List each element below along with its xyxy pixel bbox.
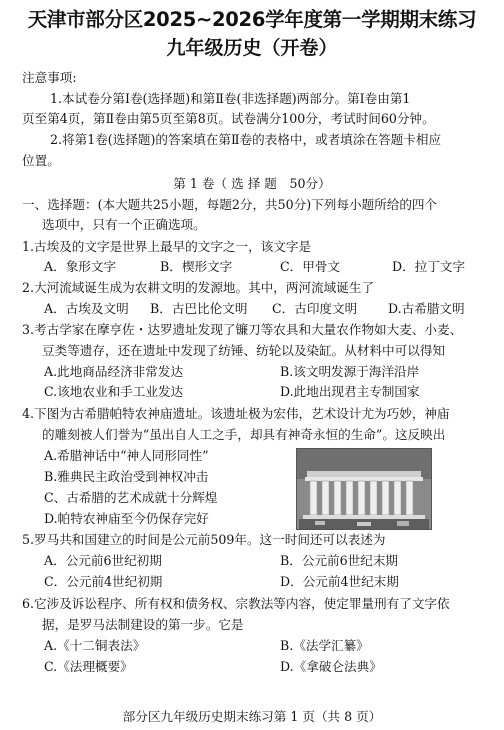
question-5-option-c: C．公元前4世纪初期 — [44, 574, 163, 589]
section-heading: 第 1 卷（ 选 择 题 50分） — [173, 176, 331, 191]
question-3-option-d: D.此地出现君主专制国家 — [280, 384, 420, 399]
question-3-stem-cont: 豆类等遗存，还在遗址中发现了纺锤、纺轮以及染缸。从材料中可以得知 — [42, 343, 445, 358]
question-6-stem: 6.它涉及诉讼程序、所有权和债务权、宗教法等内容，使定罪量刑有了文字依 — [22, 596, 450, 611]
question-2-stem: 2.大河流域诞生成为农耕文明的发源地。其中，两河流域诞生了 — [22, 280, 375, 295]
question-5-stem: 5.罗马共和国建立的时间是公元前509年。这一时间还可以表述为 — [22, 532, 386, 547]
question-3-option-a: A.此地商品经济非常发达 — [44, 364, 184, 379]
exam-subtitle: 九年级历史（开卷） — [166, 37, 338, 59]
question-4-option-b: B.雅典民主政治受到神权冲击 — [44, 469, 209, 484]
parthenon-photo — [296, 448, 432, 530]
question-6-option-b: B.《法学汇纂》 — [280, 638, 369, 653]
question-2-option-a: A．古埃及文明 — [44, 301, 129, 316]
question-1-option-d: D．拉丁文字 — [392, 259, 466, 274]
question-3-option-b: B.该文明发源于海洋沿岸 — [280, 364, 420, 379]
notes-item-1: 1.本试卷分第Ⅰ卷(选择题)和第Ⅱ卷(非选择题)两部分。第Ⅰ卷由第1 — [50, 91, 411, 106]
question-1-stem: 1.古埃及的文字是世界上最早的文字之一，该文字是 — [22, 239, 312, 254]
notes-heading: 注意事项: — [22, 70, 77, 85]
question-3-option-c: C.该地农业和手工业发达 — [44, 384, 184, 399]
notes-item-2-cont: 位置。 — [22, 153, 60, 168]
notes-item-1-cont: 页至第4页，第Ⅱ卷由第5页至第8页。试卷满分100分，考试时间60分钟。 — [22, 111, 435, 126]
question-1-option-b: B．楔形文字 — [160, 259, 233, 274]
notes-item-2: 2.将第1卷(选择题)的答案填在第Ⅱ卷的表格中，或者填涂在答题卡相应 — [50, 132, 442, 147]
section-intro: 一、选择题：(本大题共25小题，每题2分，共50分)下列每小题所给的四个 — [22, 197, 438, 212]
section-intro-cont: 选项中，只有一个正确选项。 — [42, 217, 206, 232]
question-3-stem: 3.考古学家在摩亨佐・达罗遗址发现了镰刀等农具和大量农作物如大麦、小麦、 — [22, 322, 463, 337]
exam-title: 天津市部分区2025~2026学年度第一学期期末练习 — [27, 8, 477, 31]
question-4-stem: 4.下图为古希腊帕特农神庙遗址。该遗址极为宏伟，艺术设计尤为巧妙，神庙 — [22, 406, 450, 421]
question-1-option-c: C．甲骨文 — [280, 259, 341, 274]
question-4-stem-cont: 的雕刻被人们誉为“虽出自人工之手，却具有神奇永恒的生命”。这反映出 — [42, 427, 446, 442]
question-6-option-d: D.《拿破仑法典》 — [280, 659, 382, 674]
question-4-option-d: D.帕特农神庙至今仍保存完好 — [44, 511, 209, 526]
question-4-option-a: A.希腊神话中“神人同形同性” — [44, 448, 209, 463]
question-6-option-c: C.《法理概要》 — [44, 659, 133, 674]
question-2-option-d: D.古希腊文明 — [388, 301, 465, 316]
question-4-option-c: C、古希腊的艺术成就十分辉煌 — [44, 490, 218, 505]
question-2-option-b: B．古巴比伦文明 — [150, 301, 248, 316]
question-2-option-c: C．古印度文明 — [272, 301, 358, 316]
question-5-option-b: B．公元前6世纪末期 — [280, 553, 399, 568]
question-1-option-a: A．象形文字 — [44, 259, 117, 274]
page-footer: 部分区九年级历史期末练习第 1 页（共 8 页） — [122, 709, 382, 724]
question-5-option-a: A．公元前6世纪初期 — [44, 553, 162, 568]
question-6-stem-cont: 据，是罗马法制建设的第一步。它是 — [42, 617, 244, 632]
question-5-option-d: D．公元前4世纪末期 — [280, 574, 399, 589]
question-6-option-a: A.《十二铜表法》 — [44, 638, 146, 653]
